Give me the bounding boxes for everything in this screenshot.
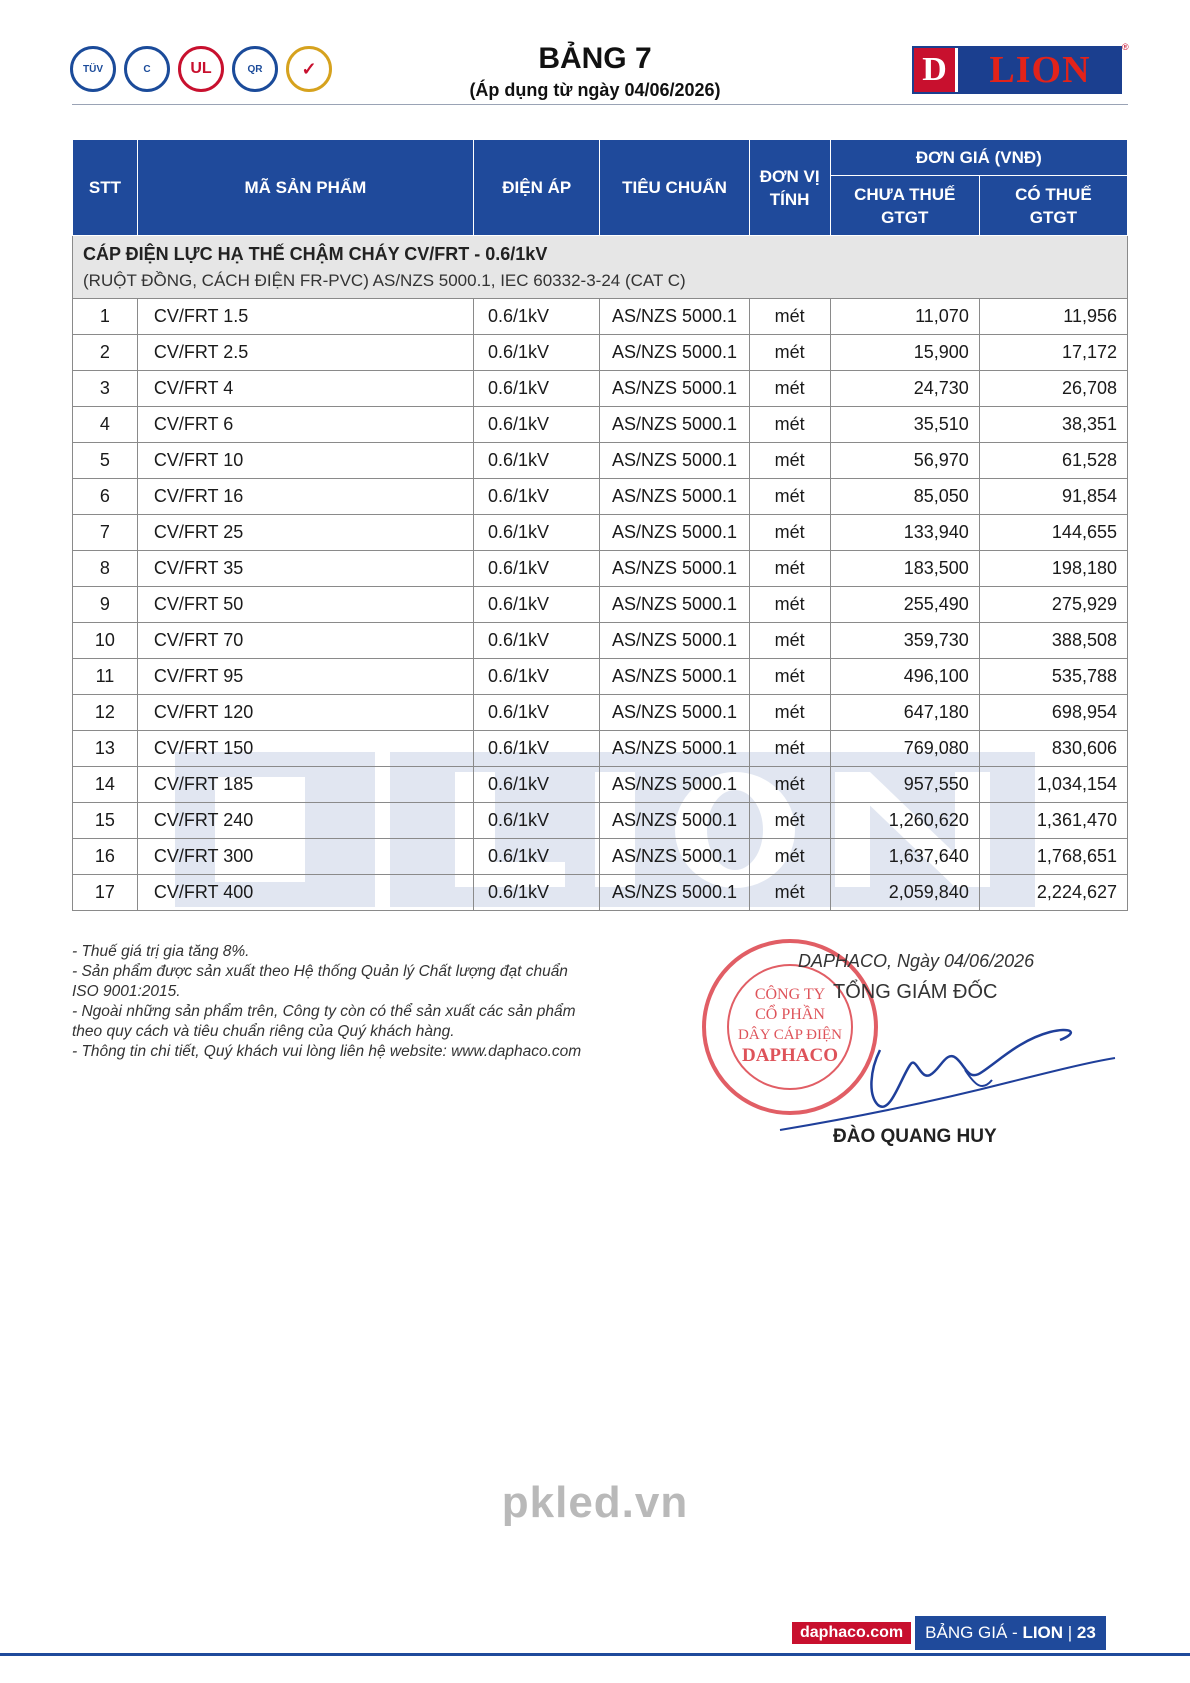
row-voltage: 0.6/1kV bbox=[474, 659, 600, 695]
row-standard: AS/NZS 5000.1 bbox=[600, 407, 749, 443]
header-unit: ĐƠN VỊ TÍNH bbox=[749, 140, 830, 236]
table-row bbox=[73, 839, 1128, 875]
row-price-pre-tax: 647,180 bbox=[830, 695, 979, 731]
row-stt: 4 bbox=[73, 407, 138, 443]
page-title: BẢNG 7 bbox=[538, 42, 652, 75]
row-standard: AS/NZS 5000.1 bbox=[600, 515, 749, 551]
row-unit: mét bbox=[749, 731, 830, 767]
row-price-post-tax: 198,180 bbox=[979, 551, 1127, 587]
row-product-code: CV/FRT 185 bbox=[137, 767, 473, 803]
table-row bbox=[73, 335, 1128, 371]
row-voltage: 0.6/1kV bbox=[474, 731, 600, 767]
row-stt: 11 bbox=[73, 659, 138, 695]
row-stt: 15 bbox=[73, 803, 138, 839]
row-product-code: CV/FRT 6 bbox=[137, 407, 473, 443]
row-product-code: CV/FRT 4 bbox=[137, 371, 473, 407]
row-standard: AS/NZS 5000.1 bbox=[600, 299, 749, 335]
row-unit: mét bbox=[749, 623, 830, 659]
row-product-code: CV/FRT 400 bbox=[137, 875, 473, 911]
footer-site-link[interactable]: daphaco.com bbox=[792, 1622, 911, 1644]
table-row bbox=[73, 515, 1128, 551]
ul-cert-icon: UL bbox=[178, 46, 224, 92]
page-subtitle: (Áp dụng từ ngày 04/06/2026) bbox=[469, 80, 721, 100]
row-standard: AS/NZS 5000.1 bbox=[600, 839, 749, 875]
row-stt: 12 bbox=[73, 695, 138, 731]
row-price-post-tax: 26,708 bbox=[979, 371, 1127, 407]
row-price-pre-tax: 957,550 bbox=[830, 767, 979, 803]
signature-date: DAPHACO, Ngày 04/06/2026 bbox=[798, 951, 1035, 971]
lion-logo bbox=[912, 46, 1122, 94]
row-price-post-tax: 144,655 bbox=[979, 515, 1127, 551]
page-footer bbox=[792, 1620, 1106, 1646]
section-subtitle: (RUỘT ĐỒNG, CÁCH ĐIỆN FR-PVC) AS/NZS 5000.1, IEC 60332-3-24 (CAT C) bbox=[83, 271, 686, 290]
row-voltage: 0.6/1kV bbox=[474, 443, 600, 479]
row-price-post-tax: 91,854 bbox=[979, 479, 1127, 515]
row-standard: AS/NZS 5000.1 bbox=[600, 767, 749, 803]
row-unit: mét bbox=[749, 659, 830, 695]
table-row bbox=[73, 659, 1128, 695]
header-voltage: ĐIỆN ÁP bbox=[474, 140, 600, 236]
row-standard: AS/NZS 5000.1 bbox=[600, 803, 749, 839]
row-standard: AS/NZS 5000.1 bbox=[600, 659, 749, 695]
row-price-post-tax: 1,361,470 bbox=[979, 803, 1127, 839]
signatory-name: ĐÀO QUANG HUY bbox=[833, 1126, 997, 1147]
row-voltage: 0.6/1kV bbox=[474, 479, 600, 515]
handwritten-signature-icon bbox=[760, 1010, 1120, 1140]
row-product-code: CV/FRT 150 bbox=[137, 731, 473, 767]
row-stt: 7 bbox=[73, 515, 138, 551]
stamp-line: DAPHACO bbox=[741, 1045, 839, 1066]
row-voltage: 0.6/1kV bbox=[474, 803, 600, 839]
note-line: theo quy cách và tiêu chuẩn riêng của Quý khách hàng. bbox=[72, 1023, 455, 1040]
row-unit: mét bbox=[749, 515, 830, 551]
footer-brand: LION bbox=[1022, 1623, 1064, 1642]
row-stt: 16 bbox=[73, 839, 138, 875]
row-standard: AS/NZS 5000.1 bbox=[600, 551, 749, 587]
row-unit: mét bbox=[749, 839, 830, 875]
row-product-code: CV/FRT 95 bbox=[137, 659, 473, 695]
table-row bbox=[73, 299, 1128, 335]
signature-title: TỔNG GIÁM ĐỐC bbox=[833, 981, 998, 1003]
header-standard: TIÊU CHUẨN bbox=[600, 140, 749, 236]
row-price-post-tax: 17,172 bbox=[979, 335, 1127, 371]
table-row bbox=[73, 695, 1128, 731]
row-product-code: CV/FRT 50 bbox=[137, 587, 473, 623]
row-price-post-tax: 275,929 bbox=[979, 587, 1127, 623]
row-unit: mét bbox=[749, 299, 830, 335]
row-price-post-tax: 61,528 bbox=[979, 443, 1127, 479]
row-standard: AS/NZS 5000.1 bbox=[600, 731, 749, 767]
tuv-cert-icon: TÜV bbox=[70, 46, 116, 92]
row-stt: 13 bbox=[73, 731, 138, 767]
row-voltage: 0.6/1kV bbox=[474, 515, 600, 551]
note-line: - Thông tin chi tiết, Quý khách vui lòng liên hệ website: www.daphaco.com bbox=[72, 1043, 582, 1060]
quality-cert-icon: QR bbox=[232, 46, 278, 92]
header-price-pre-tax: CHƯA THUẾ GTGT bbox=[830, 176, 979, 236]
header-product-code: MÃ SẢN PHẨM bbox=[137, 140, 473, 236]
note-line: - Thuế giá trị gia tăng 8%. bbox=[72, 943, 250, 960]
table-row bbox=[73, 803, 1128, 839]
table-row bbox=[73, 407, 1128, 443]
stamp-line: CỔ PHẦN bbox=[755, 1006, 825, 1023]
row-product-code: CV/FRT 10 bbox=[137, 443, 473, 479]
row-unit: mét bbox=[749, 407, 830, 443]
row-stt: 10 bbox=[73, 623, 138, 659]
row-unit: mét bbox=[749, 695, 830, 731]
header-divider bbox=[72, 104, 1128, 105]
row-voltage: 0.6/1kV bbox=[474, 695, 600, 731]
header-price-group: ĐƠN GIÁ (VNĐ) bbox=[830, 140, 1127, 176]
header-price-post-tax: CÓ THUẾ GTGT bbox=[979, 176, 1127, 236]
row-price-pre-tax: 24,730 bbox=[830, 371, 979, 407]
row-price-post-tax: 11,956 bbox=[979, 299, 1127, 335]
row-price-post-tax: 698,954 bbox=[979, 695, 1127, 731]
row-voltage: 0.6/1kV bbox=[474, 839, 600, 875]
table-row bbox=[73, 443, 1128, 479]
row-standard: AS/NZS 5000.1 bbox=[600, 443, 749, 479]
row-price-post-tax: 1,768,651 bbox=[979, 839, 1127, 875]
row-stt: 9 bbox=[73, 587, 138, 623]
row-product-code: CV/FRT 240 bbox=[137, 803, 473, 839]
row-stt: 14 bbox=[73, 767, 138, 803]
footer-label: BẢNG GIÁ - LION | 23 bbox=[915, 1616, 1106, 1650]
row-stt: 3 bbox=[73, 371, 138, 407]
row-product-code: CV/FRT 16 bbox=[137, 479, 473, 515]
row-voltage: 0.6/1kV bbox=[474, 587, 600, 623]
row-standard: AS/NZS 5000.1 bbox=[600, 587, 749, 623]
footer-label-text: BẢNG GIÁ - bbox=[925, 1623, 1023, 1642]
row-price-post-tax: 388,508 bbox=[979, 623, 1127, 659]
row-price-pre-tax: 85,050 bbox=[830, 479, 979, 515]
stamp-line: CÔNG TY bbox=[754, 986, 826, 1003]
row-product-code: CV/FRT 300 bbox=[137, 839, 473, 875]
row-price-pre-tax: 1,260,620 bbox=[830, 803, 979, 839]
table-row bbox=[73, 767, 1128, 803]
row-standard: AS/NZS 5000.1 bbox=[600, 335, 749, 371]
row-voltage: 0.6/1kV bbox=[474, 875, 600, 911]
row-stt: 17 bbox=[73, 875, 138, 911]
row-product-code: CV/FRT 2.5 bbox=[137, 335, 473, 371]
row-standard: AS/NZS 5000.1 bbox=[600, 479, 749, 515]
row-unit: mét bbox=[749, 587, 830, 623]
row-price-pre-tax: 769,080 bbox=[830, 731, 979, 767]
row-price-pre-tax: 255,490 bbox=[830, 587, 979, 623]
row-stt: 8 bbox=[73, 551, 138, 587]
row-price-pre-tax: 15,900 bbox=[830, 335, 979, 371]
row-standard: AS/NZS 5000.1 bbox=[600, 371, 749, 407]
table-row bbox=[73, 479, 1128, 515]
row-voltage: 0.6/1kV bbox=[474, 299, 600, 335]
row-standard: AS/NZS 5000.1 bbox=[600, 623, 749, 659]
row-unit: mét bbox=[749, 335, 830, 371]
price-table bbox=[72, 139, 1128, 911]
note-line: ISO 9001:2015. bbox=[72, 983, 181, 1000]
row-price-pre-tax: 11,070 bbox=[830, 299, 979, 335]
jas-anz-cert-icon: C bbox=[124, 46, 170, 92]
row-price-post-tax: 830,606 bbox=[979, 731, 1127, 767]
row-stt: 1 bbox=[73, 299, 138, 335]
note-line: - Ngoài những sản phẩm trên, Công ty còn có thể sản xuất các sản phẩm bbox=[72, 1003, 576, 1020]
footer-divider bbox=[0, 1653, 1190, 1656]
row-product-code: CV/FRT 70 bbox=[137, 623, 473, 659]
header-stt: STT bbox=[73, 140, 138, 236]
page-number: 23 bbox=[1076, 1623, 1096, 1642]
row-price-pre-tax: 35,510 bbox=[830, 407, 979, 443]
row-price-pre-tax: 133,940 bbox=[830, 515, 979, 551]
row-price-post-tax: 38,351 bbox=[979, 407, 1127, 443]
row-standard: AS/NZS 5000.1 bbox=[600, 875, 749, 911]
footnotes bbox=[72, 942, 672, 1062]
section-row bbox=[73, 236, 1128, 299]
note-line: - Sản phẩm được sản xuất theo Hệ thống Quản lý Chất lượng đạt chuẩn bbox=[72, 963, 568, 980]
row-price-pre-tax: 359,730 bbox=[830, 623, 979, 659]
row-voltage: 0.6/1kV bbox=[474, 371, 600, 407]
row-price-pre-tax: 496,100 bbox=[830, 659, 979, 695]
row-stt: 2 bbox=[73, 335, 138, 371]
row-price-pre-tax: 2,059,840 bbox=[830, 875, 979, 911]
row-voltage: 0.6/1kV bbox=[474, 767, 600, 803]
site-watermark: pkled.vn bbox=[501, 1478, 689, 1527]
row-price-post-tax: 1,034,154 bbox=[979, 767, 1127, 803]
row-unit: mét bbox=[749, 443, 830, 479]
row-voltage: 0.6/1kV bbox=[474, 551, 600, 587]
table-row bbox=[73, 623, 1128, 659]
row-price-pre-tax: 56,970 bbox=[830, 443, 979, 479]
row-product-code: CV/FRT 25 bbox=[137, 515, 473, 551]
row-stt: 5 bbox=[73, 443, 138, 479]
row-stt: 6 bbox=[73, 479, 138, 515]
logo-mark: D bbox=[914, 48, 958, 92]
table-row bbox=[73, 551, 1128, 587]
row-price-post-tax: 535,788 bbox=[979, 659, 1127, 695]
row-price-pre-tax: 1,637,640 bbox=[830, 839, 979, 875]
row-unit: mét bbox=[749, 479, 830, 515]
row-price-post-tax: 2,224,627 bbox=[979, 875, 1127, 911]
table-row bbox=[73, 731, 1128, 767]
row-product-code: CV/FRT 1.5 bbox=[137, 299, 473, 335]
row-product-code: CV/FRT 120 bbox=[137, 695, 473, 731]
table-row bbox=[73, 371, 1128, 407]
registered-mark: ® bbox=[1122, 42, 1129, 52]
table-row bbox=[73, 875, 1128, 911]
row-price-pre-tax: 183,500 bbox=[830, 551, 979, 587]
stamp-line: DÂY CÁP ĐIỆN bbox=[738, 1027, 842, 1043]
row-product-code: CV/FRT 35 bbox=[137, 551, 473, 587]
row-unit: mét bbox=[749, 875, 830, 911]
row-standard: AS/NZS 5000.1 bbox=[600, 695, 749, 731]
row-unit: mét bbox=[749, 767, 830, 803]
row-unit: mét bbox=[749, 551, 830, 587]
logo-wordmark: LION bbox=[958, 48, 1122, 92]
table-row bbox=[73, 587, 1128, 623]
hvnclc-cert-icon: ✓ bbox=[286, 46, 332, 92]
row-voltage: 0.6/1kV bbox=[474, 335, 600, 371]
row-unit: mét bbox=[749, 803, 830, 839]
row-voltage: 0.6/1kV bbox=[474, 407, 600, 443]
row-voltage: 0.6/1kV bbox=[474, 623, 600, 659]
section-title: CÁP ĐIỆN LỰC HẠ THẾ CHẬM CHÁY CV/FRT - 0.6/1kV bbox=[83, 244, 548, 264]
row-unit: mét bbox=[749, 371, 830, 407]
